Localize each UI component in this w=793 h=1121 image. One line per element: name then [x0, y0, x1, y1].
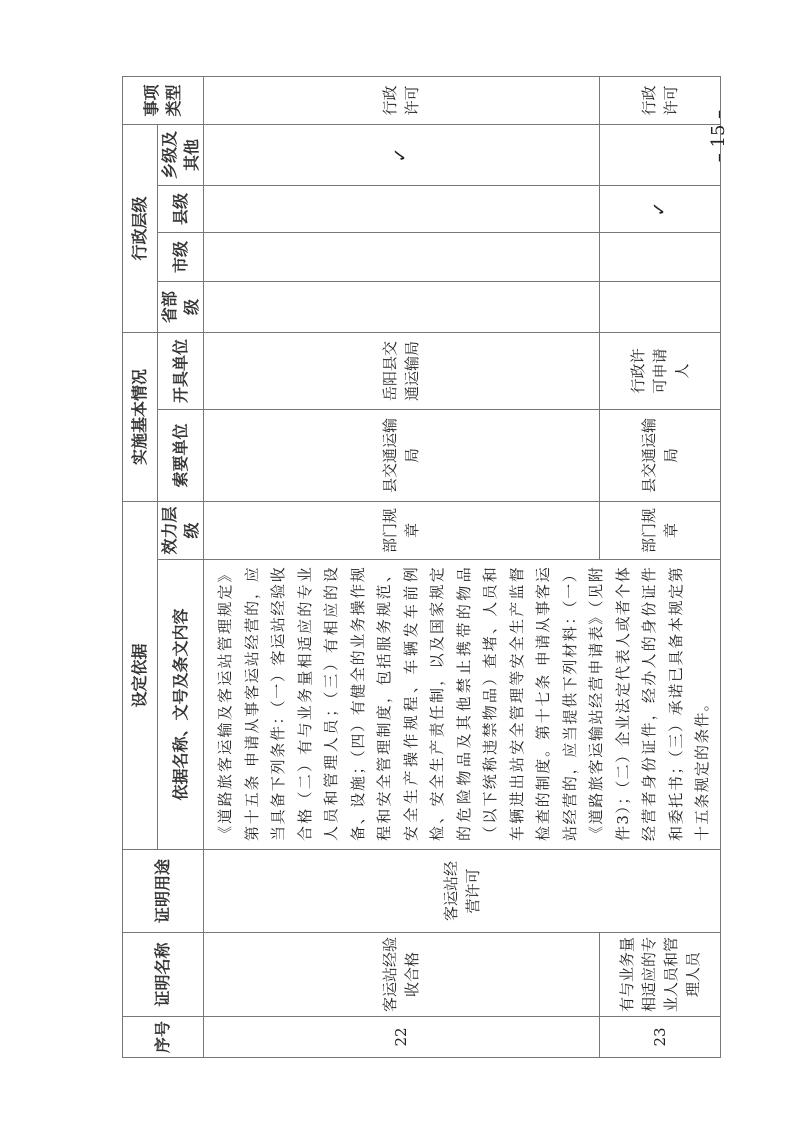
cell-county	[204, 186, 600, 233]
cell-cert-name: 有与业务量相适应的专业人员和管理人员	[599, 933, 720, 1017]
cell-basis-content: 《道路旅客运输及客运站管理规定》第十五条 申请从事客运站经营的，应当具备下列条件：（一）客运站经验收合格（二）有与业务量相适应的专业人员和管理人员；（三）有相应的设备、设施；（四）有健全的业务操作规程和安全管理制度，包括服务规范、安全生产操作规程、车辆发车前例检、安全生产责任制，以及国家规定的危险物品及其他禁止携带的物品（以下统称违禁物品）查堵、人员和车辆进出站安全管理等安全生产监督检查的制度。第十七条 申请从事客运站经营的，应当提供下列材料：（一）《道路旅客运输站经营申请表》（见附件3）；（二）企业法定代表人或者个体经营者身份证件，经办人的身份证件和委托书；（三）承诺已具备本规定第十五条规定的条件。	[204, 560, 721, 850]
header-item-type: 事项类型	[123, 77, 204, 125]
cell-province	[204, 282, 600, 333]
header-admin-group: 行政层级	[123, 125, 158, 333]
cell-seq: 22	[204, 1017, 600, 1058]
header-requesting-unit: 索要单位	[158, 410, 204, 502]
header-basis-group: 设定依据	[123, 502, 158, 850]
cell-requesting-unit: 县交通运输局	[204, 410, 600, 502]
header-province: 省部级	[158, 282, 204, 333]
header-issuing-unit: 开具单位	[158, 333, 204, 410]
cell-city	[599, 233, 720, 282]
page-number: – 15 –	[708, 109, 729, 163]
cell-issuing-unit: 行政许可申请人	[599, 333, 720, 410]
cell-basis-level: 部门规章	[599, 502, 720, 560]
check-icon: ✓	[204, 125, 600, 186]
cell-city	[204, 233, 600, 282]
check-icon: ✓	[599, 186, 720, 233]
cell-province	[599, 282, 720, 333]
cell-basis-level: 部门规章	[204, 502, 600, 560]
cell-item-type: 行政许可	[599, 77, 720, 125]
header-county: 县级	[158, 186, 204, 233]
table-row	[204, 77, 600, 1058]
cell-issuing-unit: 岳阳县交通运输局	[204, 333, 600, 410]
cell-requesting-unit: 县交通运输局	[599, 410, 720, 502]
header-basis-level: 效力层级	[158, 502, 204, 560]
cell-cert-use: 客运站经营许可	[204, 850, 721, 933]
cell-cert-name: 客运站经验收合格	[204, 933, 600, 1017]
header-cert-use: 证明用途	[123, 850, 204, 933]
header-cert-name: 证明名称	[123, 933, 204, 1017]
header-basis-content: 依据名称、文号及条文内容	[158, 560, 204, 850]
header-impl-group: 实施基本情况	[123, 333, 158, 502]
cell-item-type: 行政许可	[204, 77, 600, 125]
certificate-table	[122, 76, 721, 1058]
cell-township	[599, 125, 720, 186]
header-city: 市级	[158, 233, 204, 282]
header-township: 乡级及其他	[158, 125, 204, 186]
header-seq: 序号	[123, 1017, 204, 1058]
cell-seq: 23	[599, 1017, 720, 1058]
